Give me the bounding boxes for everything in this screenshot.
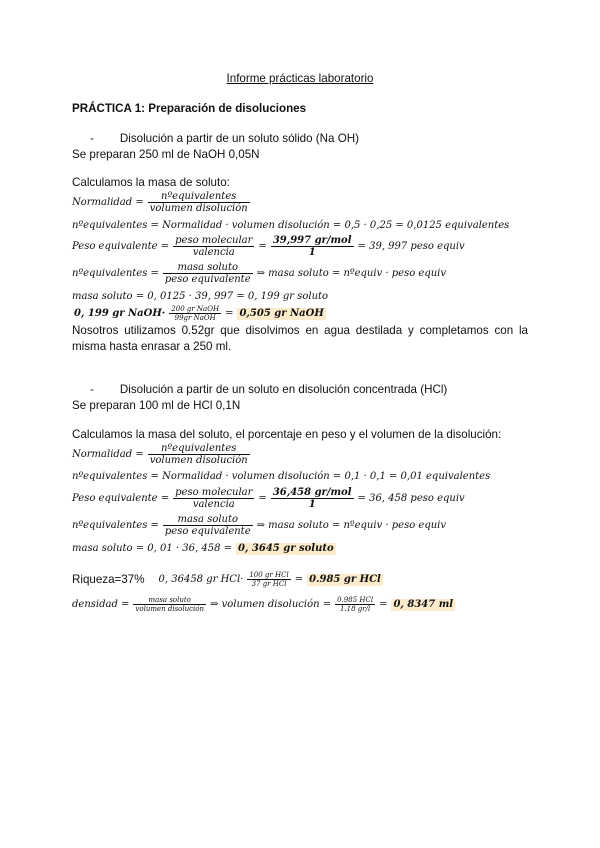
formula-normalidad: Normalidad = $\frac{\text{nºequivalentes}}{\text{volumen disolución}}$ <box>72 191 248 214</box>
prep-text: Se preparan 250 ml de NaOH 0,05N <box>72 148 260 161</box>
highlighted-result: 0.985 gr HCl <box>309 573 381 585</box>
formula-equivalentes: nºequivalentes = Normalidad · volumen disolución = 0,5 · 0,25 = 0,0125 equivalentes <box>72 220 510 231</box>
formula-masa-soluto: masa soluto = 0, 0125 · 39, 997 = 0, 199 gr soluto <box>72 291 329 302</box>
practica-heading: PRÁCTICA 1: Preparación de disoluciones <box>72 102 307 115</box>
formula-peso-equivalente: Peso equivalente = $\frac{\text{peso molecular}}{\text{valencia}}$ = $\frac{\text{39,997 gr/mol}}{1}$ = 39, 997 peso equiv <box>72 235 465 258</box>
fraction: $\frac{\text{nºequivalentes}}{\text{volumen disolución}}$ <box>149 191 248 214</box>
highlighted-result: 0,505 gr NaOH <box>239 307 324 319</box>
paragraph: Nosotros utilizamos 0.52gr que disolvimos en agua destilada y completamos con la misma hasta enrasar a 250 ml. <box>72 324 528 353</box>
bullet-dash: - <box>90 132 94 145</box>
prep-text: Se preparan 100 ml de HCl 0,1N <box>72 399 241 412</box>
highlighted-result: 0, 3645 gr soluto <box>238 543 334 554</box>
highlighted-result: 0, 8347 ml <box>393 598 454 610</box>
formula-densidad: densidad = $\frac{\text{masa soluto}}{\text{volumen disolución}}$ ⇒ volumen disolución = $\frac{\text{0.985 HCl}}{1.18 gr/l}$ = 0, 8347 ml <box>72 596 454 613</box>
formula-equivalentes: nºequivalentes = Normalidad · volumen disolución = 0,1 · 0,1 = 0,01 equivalentes <box>72 471 491 482</box>
bullet-dash: - <box>90 383 94 396</box>
list-item-text: Disolución a partir de un soluto en disolución concentrada (HCl) <box>119 383 448 396</box>
list-item <box>90 383 447 397</box>
intro-text: Calculamos la masa del soluto, el porcentaje en peso y el volumen de la disolución: <box>72 428 502 441</box>
page-title: Informe prácticas laboratorio <box>226 72 374 85</box>
formula-riqueza: Riqueza=37% 0, 36458 gr HCl· $\frac{\text{100 gr HCl}}{\text{37 gr HCl}}$ = 0.985 gr HCl <box>72 571 381 588</box>
list-item-text: Disolución a partir de un soluto sólido (Na OH) <box>119 132 359 145</box>
list-item <box>90 132 359 146</box>
formula-masa-soluto: masa soluto = 0, 01 · 36, 458 = 0, 3645 gr soluto <box>72 543 334 554</box>
intro-text: Calculamos la masa de soluto: <box>72 176 230 189</box>
formula-masa-relation: nºequivalentes = $\frac{\text{masa soluto}}{\text{peso equivalente}}$ ⇒ masa soluto = nºequiv · peso equiv <box>72 514 447 537</box>
formula-masa-relation: nºequivalentes = $\frac{\text{masa soluto}}{\text{peso equivalente}}$ ⇒ masa soluto = nºequiv · peso equiv <box>72 262 447 285</box>
formula-naoh: 0, 199 gr NaOH· $\frac{\text{200 gr NaOH}}{\text{99gr NaOH}}$ = 0,505 gr NaOH <box>74 305 324 322</box>
formula-normalidad: Normalidad = $\frac{\text{nºequivalentes}}{\text{volumen disolución}}$ <box>72 443 248 466</box>
formula-peso-equivalente: Peso equivalente = $\frac{\text{peso molecular}}{\text{valencia}}$ = $\frac{\text{36,458 gr/mol}}{1}$ = 36, 458 peso equiv <box>72 487 465 510</box>
